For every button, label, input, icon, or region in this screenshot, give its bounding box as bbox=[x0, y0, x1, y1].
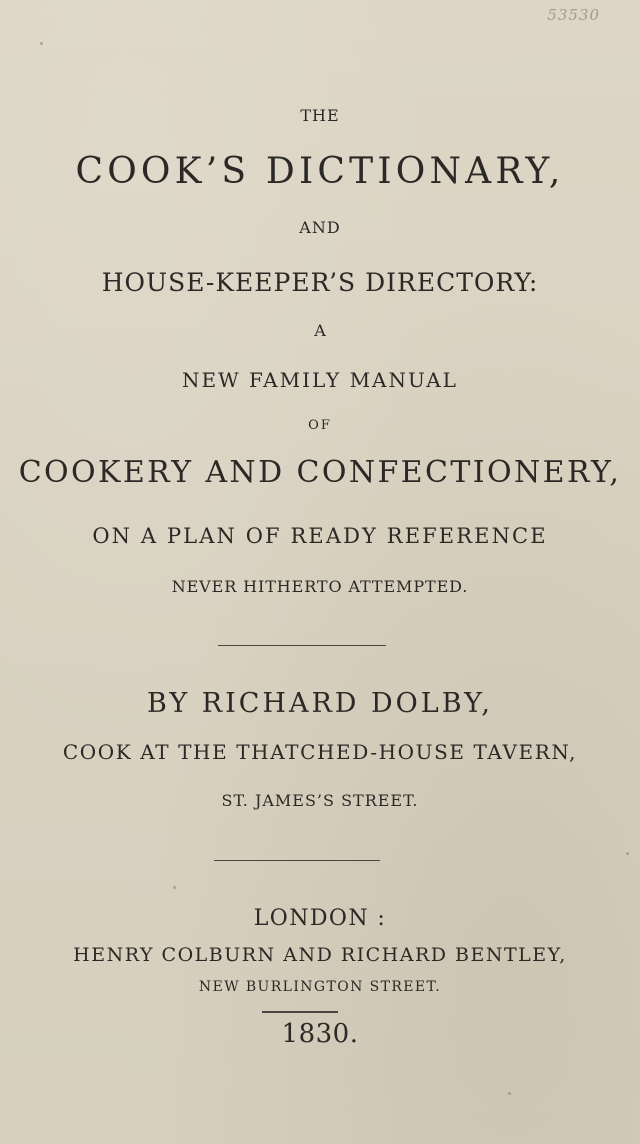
paper-speck bbox=[508, 1092, 511, 1095]
title-the: THE bbox=[300, 106, 340, 125]
publisher-line: HENRY COLBURN AND RICHARD BENTLEY, bbox=[73, 944, 567, 966]
divider-rule bbox=[262, 1011, 338, 1013]
title-of: OF bbox=[308, 418, 332, 433]
divider-rule bbox=[214, 860, 380, 861]
author-address: ST. JAMES’S STREET. bbox=[221, 791, 419, 810]
paper-speck bbox=[173, 886, 176, 889]
title-a: A bbox=[314, 321, 326, 340]
publication-year: 1830. bbox=[281, 1019, 359, 1049]
subtitle: HOUSE-KEEPER’S DIRECTORY: bbox=[101, 268, 539, 297]
library-stamp: 53530 bbox=[547, 6, 600, 24]
title-and: AND bbox=[299, 218, 341, 237]
author-line: BY RICHARD DOLBY, bbox=[146, 688, 494, 719]
manual-line: NEW FAMILY MANUAL bbox=[182, 368, 458, 392]
cookery-line: COOKERY AND CONFECTIONERY, bbox=[18, 455, 622, 490]
paper-speck bbox=[626, 852, 629, 855]
imprint-city: LONDON : bbox=[253, 906, 387, 931]
author-role: COOK AT THE THATCHED-HOUSE TAVERN, bbox=[62, 740, 578, 764]
publisher-address: NEW BURLINGTON STREET. bbox=[198, 979, 442, 995]
paper-speck bbox=[40, 42, 43, 45]
divider-rule bbox=[218, 645, 386, 646]
never-line: NEVER HITHERTO ATTEMPTED. bbox=[171, 577, 469, 596]
main-title: COOK’S DICTIONARY, bbox=[75, 151, 565, 192]
plan-line: ON A PLAN OF READY REFERENCE bbox=[92, 524, 548, 548]
